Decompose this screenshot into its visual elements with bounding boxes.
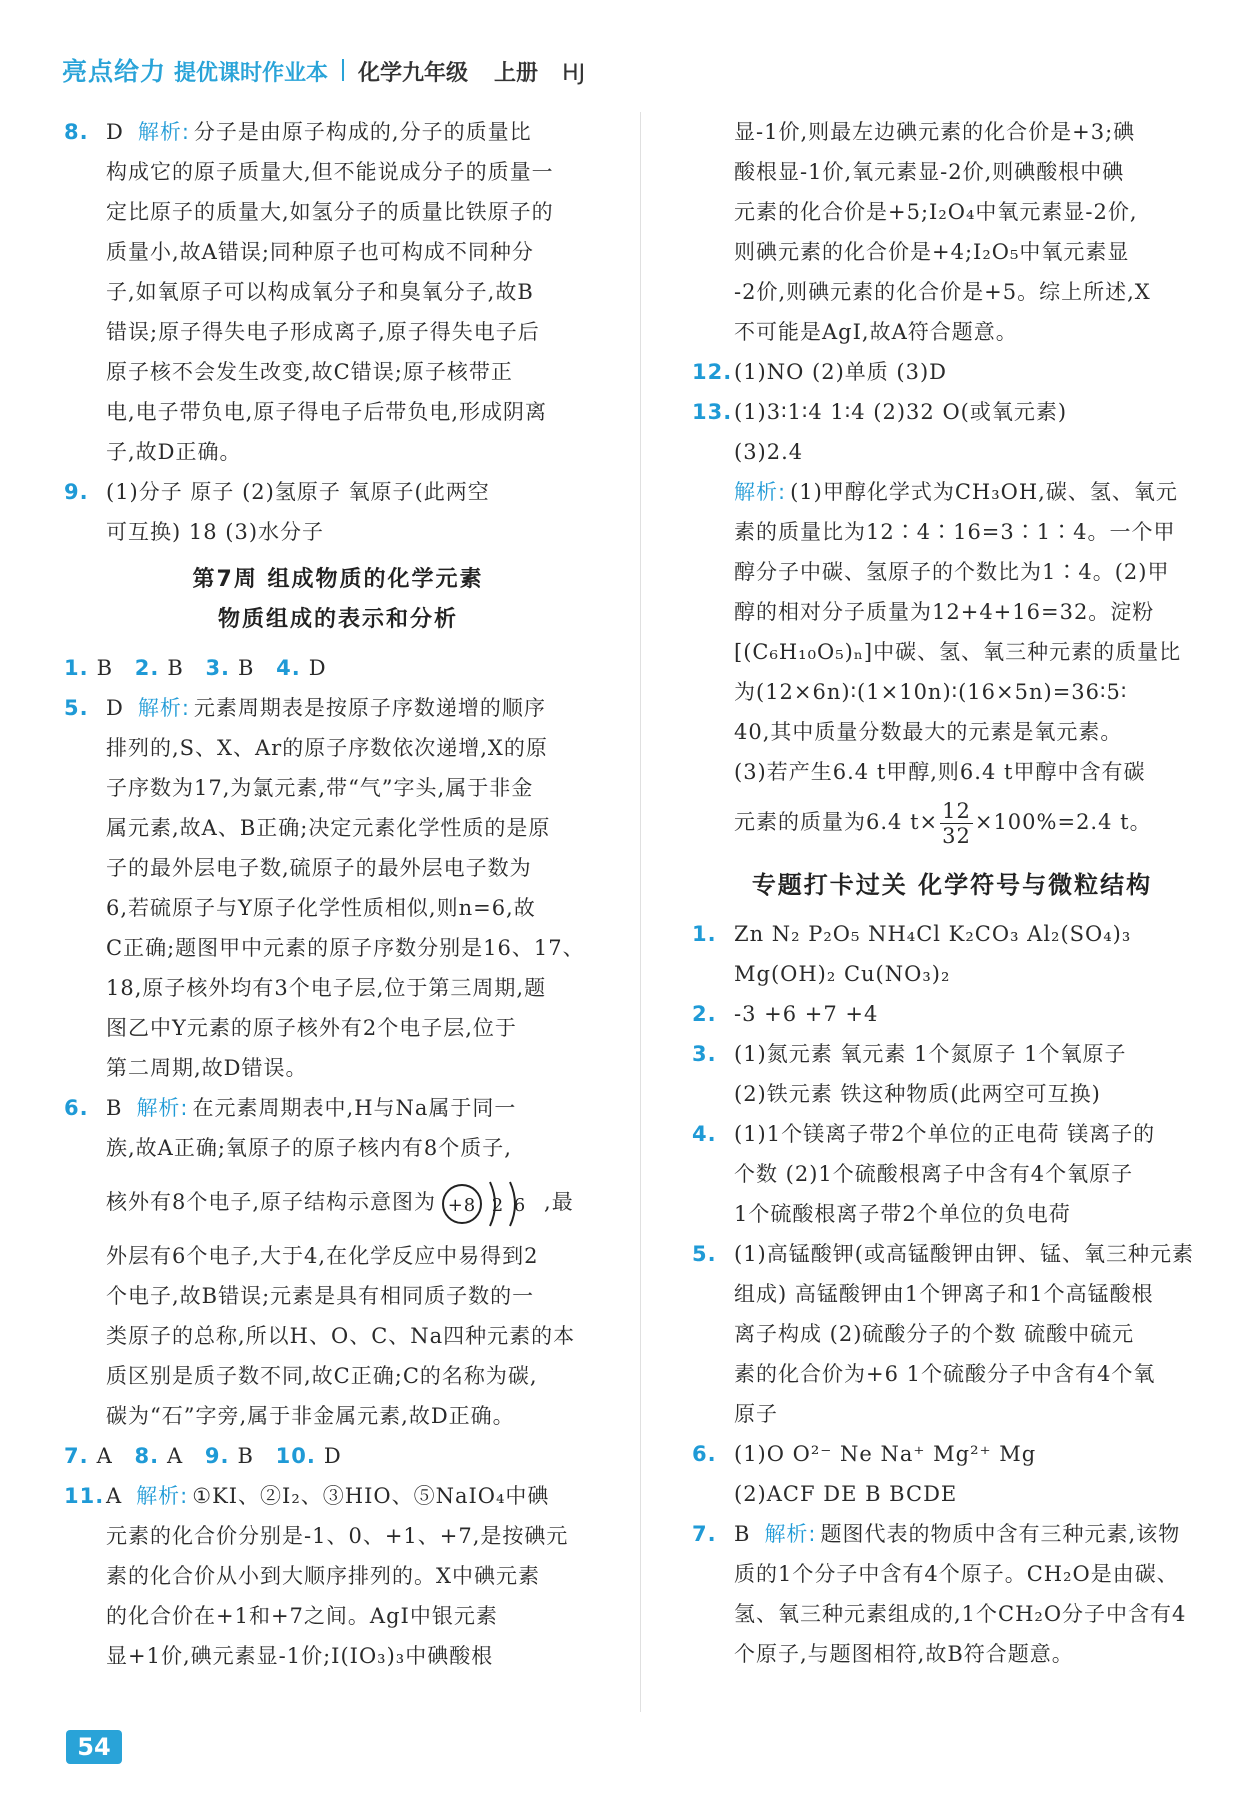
section-title-line: 第7周 组成物质的化学元素: [192, 567, 484, 592]
analysis-label: 解析:: [137, 696, 190, 720]
analysis-text: 第二周期,故D错误。: [106, 1056, 308, 1080]
answer-item-8: [64, 112, 612, 472]
analysis-text: 分子是由原子构成的,分子的质量比: [193, 120, 532, 144]
item-answer: B: [237, 1444, 254, 1468]
fraction-denominator: 32: [942, 824, 971, 848]
analysis-text: 元素的化合价是+5;I₂O₄中氧元素显-2价,: [734, 200, 1138, 224]
item-number: 7.: [64, 1444, 89, 1468]
topic-item-7: [692, 1514, 1212, 1674]
analysis-text: 定比原子的质量大,如氢分子的质量比铁原子的: [106, 200, 554, 224]
analysis-text: 个原子,与题图相符,故B符合题意。: [734, 1642, 1074, 1666]
analysis-text: 原子核不会发生改变,故C错误;原子核带正: [106, 360, 513, 384]
column-divider: [640, 112, 641, 1712]
analysis-text: 显+1价,碘元素显-1价;I(IO₃)₃中碘酸根: [106, 1644, 494, 1668]
analysis-text: 氢、氧三种元素组成的,1个CH₂O分子中含有4: [734, 1602, 1187, 1626]
item-number: 6.: [64, 1096, 89, 1120]
item-number: 2.: [134, 656, 160, 680]
answer-text: (1)1个镁离子带2个单位的正电荷 镁离子的: [734, 1122, 1156, 1146]
item-number: 5.: [64, 696, 89, 720]
analysis-text: ×100%=2.4 t。: [974, 810, 1152, 834]
analysis-text: 醇分子中碳、氢原子的个数比为1∶4。(2)甲: [734, 560, 1170, 584]
answer-text: 离子构成 (2)硫酸分子的个数 硫酸中硫元: [734, 1322, 1135, 1346]
answer-text: Mg(OH)₂ Cu(NO₃)₂: [734, 962, 951, 986]
analysis-text: (1)甲醇化学式为CH₃OH,碳、氢、氧元: [790, 480, 1178, 504]
analysis-text: 质的1个分子中含有4个原子。CH₂O是由碳、: [734, 1562, 1179, 1586]
answer-text: (1)3∶1∶4 1∶4 (2)32 O(或氧元素): [734, 400, 1068, 424]
analysis-text: 核外有8个电子,原子结构示意图为: [106, 1190, 437, 1214]
answer-row-7-10: [64, 1436, 612, 1476]
analysis-text: 子,故D正确。: [106, 440, 242, 464]
answer-item-5: [64, 688, 612, 1088]
term-label: 上册: [494, 61, 539, 86]
item-number: 3.: [205, 656, 231, 680]
fraction: [940, 799, 973, 848]
topic-item-4: [692, 1114, 1212, 1234]
analysis-text: 错误;原子得失电子形成离子,原子得失电子后: [106, 320, 540, 344]
analysis-text: 素的化合价从小到大顺序排列的。X中碘元素: [106, 1564, 540, 1588]
item-number: 9.: [204, 1444, 230, 1468]
answer-text: (1)氮元素 氧元素 1个氮原子 1个氧原子: [734, 1042, 1127, 1066]
item-number: 3.: [692, 1042, 717, 1066]
right-column: [692, 112, 1212, 1674]
analysis-text: 酸根显-1价,氧元素显-2价,则碘酸根中碘: [734, 160, 1125, 184]
analysis-text: 子,如氧原子可以构成氧分子和臭氧分子,故B: [106, 280, 534, 304]
analysis-text: 在元素周期表中,H与Na属于同一: [192, 1096, 517, 1120]
analysis-text: 元素的质量为6.4 t×: [734, 810, 939, 834]
item-number: 7.: [692, 1522, 717, 1546]
analysis-label: 解析:: [734, 480, 787, 504]
topic-item-5: [692, 1234, 1212, 1434]
analysis-text: 子序数为17,为氯元素,带“气”字头,属于非金: [106, 776, 534, 800]
topic-item-3: [692, 1034, 1212, 1114]
page-header: [62, 52, 585, 88]
answer-text: (2)ACF DE B BCDE: [734, 1482, 958, 1506]
item-number: 11.: [64, 1484, 105, 1508]
page-number: 54: [66, 1730, 122, 1764]
answer-text: (1)O O²⁻ Ne Na⁺ Mg²⁺ Mg: [734, 1442, 1037, 1466]
item-answer: B: [734, 1522, 751, 1546]
analysis-text: 子的最外层电子数,硫原子的最外层电子数为: [106, 856, 532, 880]
answer-item-11-continued: [692, 112, 1212, 352]
item-number: 4.: [692, 1122, 717, 1146]
subject-label: 化学九年级: [358, 61, 469, 86]
analysis-text: [(C₆H₁₀O₅)ₙ]中碳、氢、氧三种元素的质量比: [734, 640, 1182, 664]
shell-electrons-1: 2: [491, 1194, 505, 1216]
analysis-text: 类原子的总称,所以H、O、C、Na四种元素的本: [106, 1324, 576, 1348]
analysis-text: 40,其中质量分数最大的元素是氧元素。: [734, 720, 1123, 744]
item-answer: B: [96, 656, 114, 680]
answer-text: 素的化合价为+6 1个硫酸分子中含有4个氧: [734, 1362, 1156, 1386]
item-answer: D: [106, 696, 124, 720]
item-answer: B: [106, 1096, 123, 1120]
item-number: 8.: [134, 1444, 160, 1468]
item-answer: D: [308, 656, 327, 680]
section-title: [64, 560, 612, 640]
answer-item-6: [64, 1088, 612, 1436]
analysis-text: 显-1价,则最左边碘元素的化合价是+3;碘: [734, 120, 1136, 144]
analysis-text: 外层有6个电子,大于4,在化学反应中易得到2: [106, 1244, 539, 1268]
analysis-label: 解析:: [136, 1484, 189, 1508]
answer-text: (1)分子 原子 (2)氢原子 氧原子(此两空: [106, 480, 490, 504]
header-divider: [342, 59, 344, 81]
analysis-text: 则碘元素的化合价是+4;I₂O₅中氧元素显: [734, 240, 1130, 264]
analysis-text: ,最: [544, 1190, 574, 1214]
analysis-text: C正确;题图甲中元素的原子序数分别是16、17、: [106, 936, 585, 960]
analysis-text: 排列的,S、X、Ar的原子序数依次递增,X的原: [106, 736, 548, 760]
topic-title: 专题打卡过关 化学符号与微粒结构: [751, 871, 1153, 899]
answer-text: 原子: [734, 1402, 778, 1426]
analysis-text: 电,电子带负电,原子得电子后带负电,形成阴离: [106, 400, 548, 424]
analysis-label: 解析:: [764, 1522, 817, 1546]
brand-logo: 亮点给力: [62, 57, 167, 86]
edition-label: HJ: [562, 61, 586, 86]
analysis-text: 构成它的原子质量大,但不能说成分子的质量一: [106, 160, 554, 184]
answer-text: -3 +6 +7 +4: [734, 1002, 879, 1026]
analysis-text: 的化合价在+1和+7之间。AgI中银元素: [106, 1604, 498, 1628]
answer-text: 组成) 高锰酸钾由1个钾离子和1个高锰酸根: [734, 1282, 1154, 1306]
shell-electrons-2: 6: [513, 1194, 527, 1216]
answer-text: (1)NO (2)单质 (3)D: [734, 360, 948, 384]
analysis-text: 质量小,故A错误;同种原子也可构成不同种分: [106, 240, 534, 264]
item-number: 12.: [692, 360, 733, 384]
answer-item-11: [64, 1476, 612, 1676]
topic-item-2: [692, 994, 1212, 1034]
analysis-text: ①KI、②I₂、③HIO、⑤NaIO₄中碘: [192, 1484, 550, 1508]
analysis-text: 18,原子核外均有3个电子层,位于第三周期,题: [106, 976, 547, 1000]
item-answer: A: [106, 1484, 123, 1508]
answer-text: (2)铁元素 铁这种物质(此两空可互换): [734, 1082, 1101, 1106]
section-title-line: 物质组成的表示和分析: [217, 607, 458, 632]
item-answer: B: [238, 656, 255, 680]
analysis-text: 6,若硫原子与Y原子化学性质相似,则n=6,故: [106, 896, 536, 920]
item-number: 2.: [692, 1002, 717, 1026]
answer-text: 可互换) 18 (3)水分子: [106, 520, 325, 544]
fraction-line: [734, 792, 1212, 852]
item-number: 6.: [692, 1442, 717, 1466]
analysis-text: 族,故A正确;氧原子的原子核内有8个质子,: [106, 1136, 512, 1160]
answer-text: (3)2.4: [734, 440, 804, 464]
analysis-text: 元素的化合价分别是-1、0、+1、+7,是按碘元: [106, 1524, 569, 1548]
item-number: 9.: [64, 480, 89, 504]
item-number: 13.: [692, 400, 733, 424]
item-number: 1.: [64, 656, 89, 680]
analysis-text: 醇的相对分子质量为12+4+16=32。淀粉: [734, 600, 1155, 624]
analysis-label: 解析:: [136, 1096, 189, 1120]
item-number: 1.: [692, 922, 717, 946]
analysis-text: 题图代表的物质中含有三种元素,该物: [820, 1522, 1181, 1546]
analysis-text: 碳为“石”字旁,属于非金属元素,故D正确。: [106, 1404, 515, 1428]
answer-text: 1个硫酸根离子带2个单位的负电荷: [734, 1202, 1071, 1226]
item-answer: A: [96, 1444, 113, 1468]
item-answer: B: [167, 656, 184, 680]
topic-item-6: [692, 1434, 1212, 1514]
item-number: 10.: [275, 1444, 316, 1468]
analysis-text: 个电子,故B错误;元素是具有相同质子数的一: [106, 1284, 535, 1308]
oxygen-atom-structure-diagram: [440, 1174, 540, 1234]
analysis-label: 解析:: [137, 120, 190, 144]
analysis-text: 质区别是质子数不同,故C正确;C的名称为碳,: [106, 1364, 538, 1388]
item-answer: D: [106, 120, 124, 144]
left-column: [64, 112, 612, 1676]
item-number: 8.: [64, 120, 89, 144]
analysis-text: -2价,则碘元素的化合价是+5。综上所述,X: [734, 280, 1151, 304]
series-title: 提优课时作业本: [174, 61, 329, 86]
answer-text: (1)高锰酸钾(或高锰酸钾由钾、锰、氧三种元素: [734, 1242, 1194, 1266]
item-answer: D: [323, 1444, 342, 1468]
analysis-text: (3)若产生6.4 t甲醇,则6.4 t甲醇中含有碳: [734, 760, 1146, 784]
answer-text: 个数 (2)1个硫酸根离子中含有4个氧原子: [734, 1162, 1134, 1186]
analysis-text: 属元素,故A、B正确;决定元素化学性质的是原: [106, 816, 551, 840]
fraction-numerator: 12: [942, 799, 971, 823]
nucleus-charge: +8: [447, 1194, 477, 1216]
analysis-text: 图乙中Y元素的原子核外有2个电子层,位于: [106, 1016, 517, 1040]
analysis-text: 不可能是AgI,故A符合题意。: [734, 320, 1018, 344]
analysis-text: 为(12×6n)∶(1×10n)∶(16×5n)=36∶5∶: [734, 680, 1128, 704]
analysis-text: 元素周期表是按原子序数递增的顺序: [193, 696, 546, 720]
analysis-text: 素的质量比为12∶4∶16=3∶1∶4。一个甲: [734, 520, 1176, 544]
item-answer: A: [167, 1444, 184, 1468]
answer-item-13: [692, 392, 1212, 852]
item-number: 5.: [692, 1242, 717, 1266]
item-number: 4.: [276, 656, 301, 680]
answer-row-1-4: [64, 648, 612, 688]
answer-item-12: [692, 352, 1212, 392]
topic-item-1: [692, 914, 1212, 994]
answer-item-9: [64, 472, 612, 552]
answer-text: Zn N₂ P₂O₅ NH₄Cl K₂CO₃ Al₂(SO₄)₃: [734, 922, 1132, 946]
